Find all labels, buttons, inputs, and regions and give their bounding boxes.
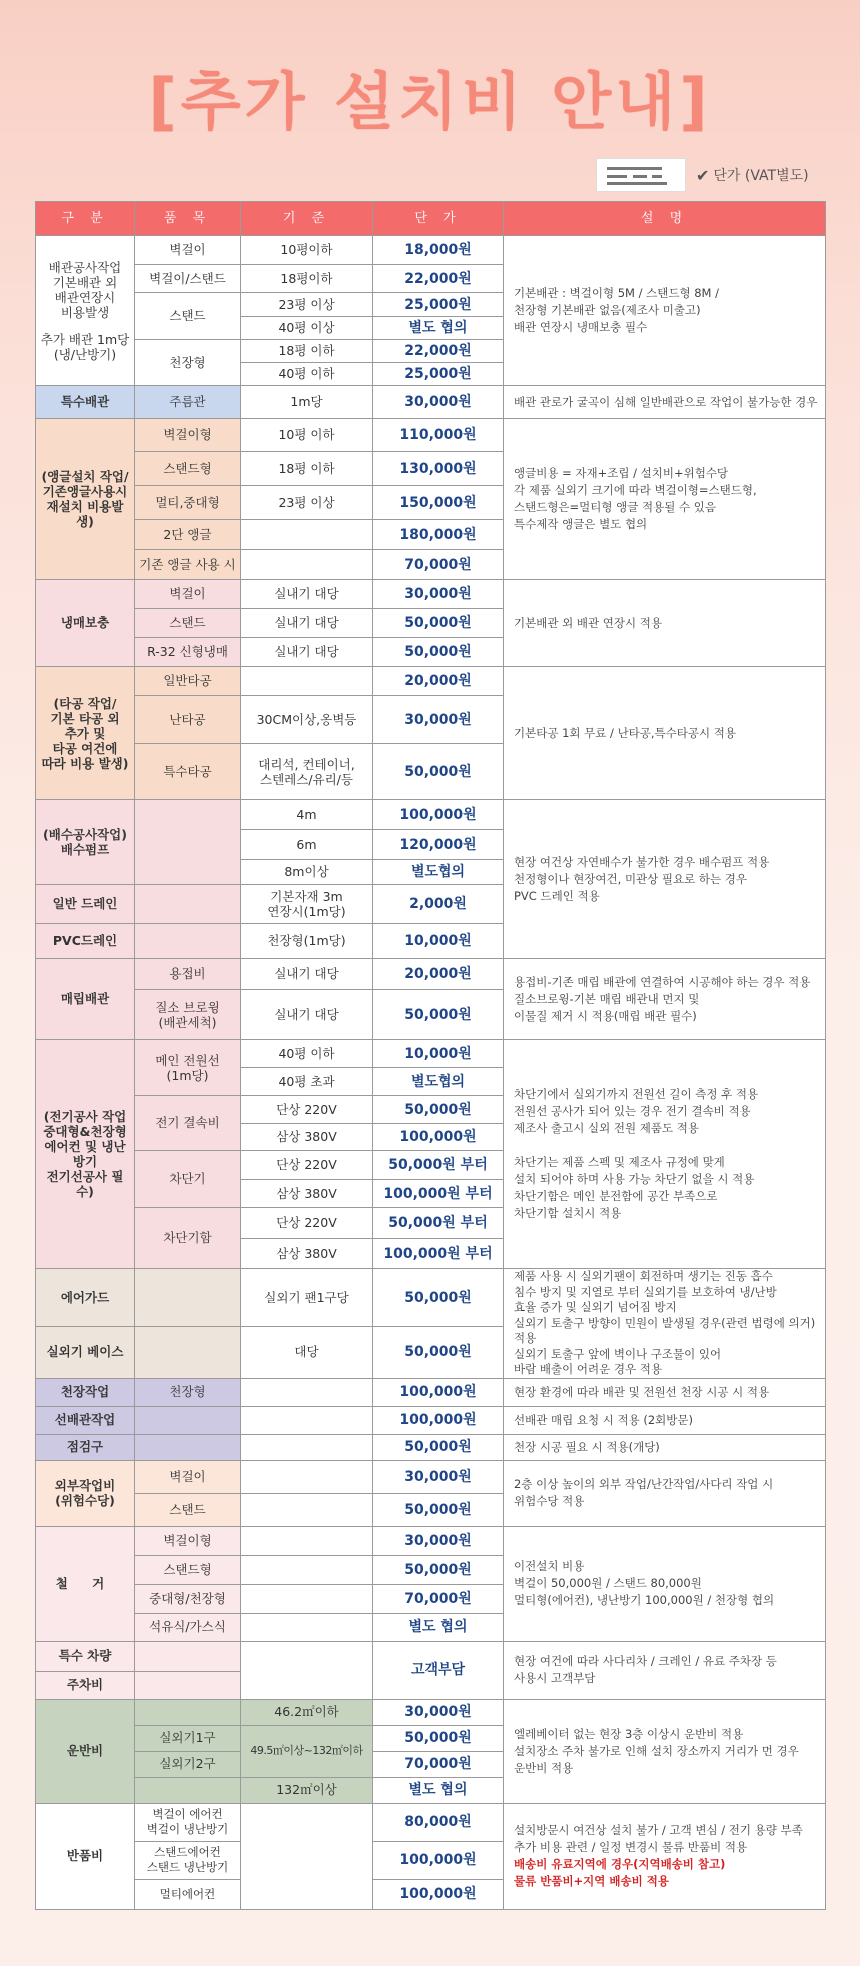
price-cell: 110,000원 — [373, 419, 504, 452]
standard-cell: 30CM이상,옹벽등 — [241, 696, 373, 744]
standard-cell: 40평 초과 — [241, 1068, 373, 1096]
standard-cell: 18평 이하 — [241, 340, 373, 363]
item-cell: 스탠드형 — [135, 452, 241, 486]
item-cell — [135, 924, 241, 959]
description-cell: 천장 시공 필요 시 적용(개당) — [504, 1434, 826, 1460]
category-cell: 일반 드레인 — [36, 885, 135, 924]
standard-cell: 삼상 380V — [241, 1180, 373, 1208]
item-cell — [135, 1641, 241, 1671]
table-row — [36, 1699, 826, 1725]
price-cell: 20,000원 — [373, 959, 504, 990]
table-row — [36, 1641, 826, 1671]
standard-cell: 18평이하 — [241, 265, 373, 293]
category-cell: 외부작업비 (위험수당) — [36, 1460, 135, 1526]
price-cell: 50,000원 — [373, 1493, 504, 1526]
standard-cell: 단상 220V — [241, 1208, 373, 1239]
description-cell: 선배관 매립 요청 시 적용 (2회방문) — [504, 1406, 826, 1434]
price-cell: 100,000원 부터 — [373, 1239, 504, 1269]
item-cell: 주름관 — [135, 386, 241, 419]
standard-cell: 삼상 380V — [241, 1239, 373, 1269]
price-cell: 100,000원 — [373, 1841, 504, 1879]
price-cell: 30,000원 — [373, 1699, 504, 1725]
table-row — [36, 1460, 826, 1493]
table-row — [36, 236, 826, 265]
table-row — [36, 1040, 826, 1068]
standard-cell — [241, 1526, 373, 1555]
standard-cell: 실외기 팬1구당 — [241, 1269, 373, 1327]
table-row — [36, 1526, 826, 1555]
category-cell: (전기공사 작업 중대형&천장형 에어컨 및 냉난방기 전기선공사 필수) — [36, 1040, 135, 1269]
description-cell: 배관 관로가 굴곡이 심해 일반배관으로 작업이 불가능한 경우 — [504, 386, 826, 419]
item-cell — [135, 885, 241, 924]
price-cell: 50,000원 — [373, 1327, 504, 1378]
price-cell: 50,000원 — [373, 1434, 504, 1460]
standard-cell: 8m이상 — [241, 860, 373, 885]
standard-cell — [241, 1584, 373, 1613]
price-cell: 50,000원 부터 — [373, 1208, 504, 1239]
vat-stamp-image — [596, 158, 686, 192]
description-cell: 제품 사용 시 실외기팬이 회전하며 생기는 진동 흡수 침수 방지 및 지열로 부터 실외기를 보호하여 냉/난방 효율 증가 및 실외기 넘어짐 방지 실외기 토출구 방향이 민원이 발생될 경우(관련 법령에 의거) 적용 실외기 토출구 앞에 벽이나 구조물이 있어 바람 배출이 어려운 경우 적용 — [504, 1269, 826, 1379]
category-cell: (앵글설치 작업/ 기존앵글사용시 재설치 비용발생) — [36, 419, 135, 580]
item-cell: 특수타공 — [135, 744, 241, 800]
table-row — [36, 1378, 826, 1406]
standard-cell: 40평 이하 — [241, 363, 373, 386]
item-cell: 벽걸이 — [135, 580, 241, 609]
description-cell: 기본타공 1회 무료 / 난타공,특수타공시 적용 — [504, 667, 826, 800]
standard-cell: 6m — [241, 830, 373, 860]
category-cell: 점검구 — [36, 1434, 135, 1460]
price-table — [35, 201, 826, 1910]
price-cell: 30,000원 — [373, 580, 504, 609]
price-cell: 50,000원 — [373, 744, 504, 800]
item-cell: 천장형 — [135, 1378, 241, 1406]
price-cell: 50,000원 — [373, 990, 504, 1040]
standard-cell: 132㎡이상 — [241, 1777, 373, 1803]
standard-cell: 실내기 대당 — [241, 959, 373, 990]
price-cell: 18,000원 — [373, 236, 504, 265]
price-cell: 50,000원 — [373, 609, 504, 638]
price-cell: 50,000원 — [373, 1555, 504, 1584]
category-cell: 에어가드 — [36, 1269, 135, 1327]
item-cell: 전기 결속비 — [135, 1096, 241, 1151]
item-cell — [135, 1434, 241, 1460]
item-cell — [135, 1269, 241, 1327]
price-cell: 130,000원 — [373, 452, 504, 486]
price-cell: 30,000원 — [373, 1526, 504, 1555]
standard-cell: 천장형(1m당) — [241, 924, 373, 959]
standard-cell: 40평 이하 — [241, 1040, 373, 1068]
description-cell: 용접비-기존 매립 배관에 연결하여 시공해야 하는 경우 적용 질소브로윙-기본 매립 배관내 먼지 및 이물질 제거 시 적용(매립 배관 필수) — [504, 959, 826, 1040]
item-cell: 용접비 — [135, 959, 241, 990]
category-cell: 특수배관 — [36, 386, 135, 419]
standard-cell — [241, 1641, 373, 1699]
category-cell: 특수 차량 — [36, 1641, 135, 1671]
standard-cell — [241, 667, 373, 696]
item-cell — [135, 1406, 241, 1434]
item-cell: 벽걸이 — [135, 236, 241, 265]
price-cell: 100,000원 — [373, 1879, 504, 1909]
price-cell: 별도협의 — [373, 860, 504, 885]
description-cell: 기본배관 : 벽걸이형 5M / 스탠드형 8M / 천장형 기본배관 없음(제조사 미출고) 배관 연장시 냉매보충 필수 — [504, 236, 826, 386]
table-row — [36, 1803, 826, 1841]
description-cell: 현장 여건에 따라 사다리차 / 크레인 / 유료 주차장 등 사용시 고객부담 — [504, 1641, 826, 1699]
header-item: 품 목 — [135, 202, 241, 236]
item-cell: 스탠드 — [135, 1493, 241, 1526]
description-cell: 앵글비용 = 자재+조립 / 설치비+위험수당 각 제품 실외기 크기에 따라 벽걸이형=스탠드형, 스탠드형은=멀티형 앵글 적용될 수 있음 특수제작 앵글은 별도 협의 — [504, 419, 826, 580]
item-cell: 차단기 — [135, 1151, 241, 1208]
standard-cell: 1m당 — [241, 386, 373, 419]
standard-cell — [241, 1613, 373, 1641]
description-cell: 현장 여건상 자연배수가 불가한 경우 배수펌프 적용 천정형이나 현장여건, 미관상 필요로 하는 경우 PVC 드레인 적용 — [504, 800, 826, 959]
price-cell: 별도 협의 — [373, 317, 504, 340]
standard-cell: 대당 — [241, 1327, 373, 1378]
standard-cell: 대리석, 컨테이너, 스텐레스/유리/등 — [241, 744, 373, 800]
description-cell: 엘레베이터 없는 현장 3층 이상시 운반비 적용 설치장소 주차 불가로 인해 설치 장소까지 거리가 먼 경우 운반비 적용 — [504, 1699, 826, 1803]
item-cell: 벽걸이형 — [135, 419, 241, 452]
standard-cell — [241, 1406, 373, 1434]
item-cell: 일반타공 — [135, 667, 241, 696]
standard-cell: 실내기 대당 — [241, 580, 373, 609]
standard-cell — [241, 1460, 373, 1493]
item-cell: 멀티,중대형 — [135, 486, 241, 520]
item-cell: 멀티에어컨 — [135, 1879, 241, 1909]
item-cell: 스탠드에어컨 스탠드 냉난방기 — [135, 1841, 241, 1879]
table-row — [36, 580, 826, 609]
price-cell: 25,000원 — [373, 293, 504, 317]
table-row — [36, 1269, 826, 1327]
category-cell: 주차비 — [36, 1671, 135, 1699]
item-cell: 스탠드 — [135, 293, 241, 340]
item-cell: 실외기1구 — [135, 1725, 241, 1751]
category-cell: 매립배관 — [36, 959, 135, 1040]
table-row — [36, 667, 826, 696]
category-cell: 운반비 — [36, 1699, 135, 1803]
table-row — [36, 1434, 826, 1460]
price-cell: 100,000원 — [373, 1378, 504, 1406]
item-cell — [135, 1327, 241, 1378]
standard-cell: 10평이하 — [241, 236, 373, 265]
standard-cell: 실내기 대당 — [241, 638, 373, 667]
category-cell: 냉매보충 — [36, 580, 135, 667]
item-cell: 난타공 — [135, 696, 241, 744]
item-cell: 벽걸이 에어컨 벽걸이 냉난방기 — [135, 1803, 241, 1841]
item-cell: 2단 앵글 — [135, 520, 241, 550]
price-cell: 별도 협의 — [373, 1613, 504, 1641]
item-cell — [135, 1777, 241, 1803]
standard-cell — [241, 1434, 373, 1460]
standard-cell: 기본자재 3m 연장시(1m당) — [241, 885, 373, 924]
price-cell: 10,000원 — [373, 924, 504, 959]
standard-cell: 단상 220V — [241, 1096, 373, 1124]
price-cell: 80,000원 — [373, 1803, 504, 1841]
category-cell: PVC드레인 — [36, 924, 135, 959]
item-cell — [135, 1671, 241, 1699]
price-cell: 22,000원 — [373, 340, 504, 363]
standard-cell — [241, 520, 373, 550]
description-cell: 기본배관 외 배관 연장시 적용 — [504, 580, 826, 667]
description-cell: 이전설치 비용 벽걸이 50,000원 / 스탠드 80,000원 멀티형(에어컨), 냉난방기 100,000원 / 천장형 협의 — [504, 1526, 826, 1641]
table-row — [36, 1406, 826, 1434]
price-cell: 70,000원 — [373, 1584, 504, 1613]
price-cell: 150,000원 — [373, 486, 504, 520]
standard-cell: 삼상 380V — [241, 1124, 373, 1151]
table-row — [36, 386, 826, 419]
price-cell: 50,000원 — [373, 1269, 504, 1327]
table-header-row — [36, 202, 826, 236]
price-cell: 별도협의 — [373, 1068, 504, 1096]
price-cell: 30,000원 — [373, 696, 504, 744]
vat-note — [596, 158, 809, 192]
description-cell: 설치방문시 여건상 설치 불가 / 고객 변심 / 전기 용량 부족 추가 비용 관련 / 일정 변경시 물류 반품비 적용 배송비 유료지역에 경우(지역배송비 참고) 물류 반품비+지역 배송비 적용 — [504, 1803, 826, 1909]
header-standard: 기 준 — [241, 202, 373, 236]
table-row — [36, 800, 826, 830]
standard-cell: 46.2㎡이하 — [241, 1699, 373, 1725]
item-cell: 기존 앵글 사용 시 — [135, 550, 241, 580]
category-cell: 실외기 베이스 — [36, 1327, 135, 1378]
page-title: [추가 설치비 안내] — [148, 65, 712, 138]
price-cell: 2,000원 — [373, 885, 504, 924]
price-cell: 50,000원 — [373, 638, 504, 667]
standard-cell — [241, 1555, 373, 1584]
item-cell: 벽걸이/스탠드 — [135, 265, 241, 293]
standard-cell — [241, 1803, 373, 1909]
category-cell: 배관공사작업 기본배관 외 배관연장시 비용발생 추가 배관 1m당 (냉/난방기) — [36, 236, 135, 386]
price-cell: 100,000원 — [373, 1406, 504, 1434]
price-cell: 10,000원 — [373, 1040, 504, 1068]
item-cell: 벽걸이형 — [135, 1526, 241, 1555]
item-cell — [135, 800, 241, 885]
table-row — [36, 419, 826, 452]
standard-cell: 40평 이상 — [241, 317, 373, 340]
price-cell: 25,000원 — [373, 363, 504, 386]
standard-cell: 단상 220V — [241, 1151, 373, 1180]
description-cell: 현장 환경에 따라 배관 및 전원선 천장 시공 시 적용 — [504, 1378, 826, 1406]
standard-cell — [241, 550, 373, 580]
description-cell: 2층 이상 높이의 외부 작업/난간작업/사다리 작업 시 위험수당 적용 — [504, 1460, 826, 1526]
price-cell: 180,000원 — [373, 520, 504, 550]
price-cell: 20,000원 — [373, 667, 504, 696]
item-cell: 차단기함 — [135, 1208, 241, 1269]
category-cell: 선배관작업 — [36, 1406, 135, 1434]
standard-cell: 10평 이하 — [241, 419, 373, 452]
vat-text: 단가 (VAT별도) — [713, 168, 809, 184]
item-cell — [135, 1699, 241, 1725]
price-cell: 50,000원 — [373, 1725, 504, 1751]
item-cell: R-32 신형냉매 — [135, 638, 241, 667]
price-cell: 30,000원 — [373, 1460, 504, 1493]
standard-cell: 실내기 대당 — [241, 609, 373, 638]
item-cell: 질소 브로윙 (배관세척) — [135, 990, 241, 1040]
standard-cell — [241, 1378, 373, 1406]
price-cell: 고객부담 — [373, 1641, 504, 1699]
price-cell: 50,000원 — [373, 1096, 504, 1124]
price-cell: 30,000원 — [373, 386, 504, 419]
price-cell: 100,000원 — [373, 1124, 504, 1151]
price-cell: 70,000원 — [373, 1751, 504, 1777]
item-cell: 천장형 — [135, 340, 241, 386]
item-cell: 석유식/가스식 — [135, 1613, 241, 1641]
price-cell: 50,000원 부터 — [373, 1151, 504, 1180]
standard-cell: 23평 이상 — [241, 486, 373, 520]
price-cell: 100,000원 — [373, 800, 504, 830]
category-cell: (타공 작업/ 기본 타공 외 추가 및 타공 여건에 따라 비용 발생) — [36, 667, 135, 800]
standard-cell: 23평 이상 — [241, 293, 373, 317]
item-cell: 벽걸이 — [135, 1460, 241, 1493]
price-cell: 100,000원 부터 — [373, 1180, 504, 1208]
price-cell: 별도 협의 — [373, 1777, 504, 1803]
standard-cell — [241, 1493, 373, 1526]
header-description: 설 명 — [504, 202, 826, 236]
standard-cell: 18평 이하 — [241, 452, 373, 486]
standard-cell: 실내기 대당 — [241, 990, 373, 1040]
header-category: 구 분 — [36, 202, 135, 236]
price-cell: 70,000원 — [373, 550, 504, 580]
item-cell: 중대형/천장형 — [135, 1584, 241, 1613]
price-cell: 120,000원 — [373, 830, 504, 860]
header-price: 단 가 — [373, 202, 504, 236]
description-cell: 차단기에서 실외기까지 전원선 길이 측정 후 적용 전원선 공사가 되어 있는 경우 전기 결속비 적용 제조사 출고시 실외 전원 제품도 적용 차단기는 제품 스펙 및 제조사 규정에 맞게 설치 되어야 하며 사용 가능 차단기 없을 시 적용 차단기함은 메인 분전함에 공간 부족으로 차단기함 설치시 적용 — [504, 1040, 826, 1269]
item-cell: 스탠드 — [135, 609, 241, 638]
standard-cell: 4m — [241, 800, 373, 830]
item-cell: 실외기2구 — [135, 1751, 241, 1777]
item-cell: 메인 전원선 (1m당) — [135, 1040, 241, 1096]
standard-cell: 49.5㎡이상~132㎡이하 — [241, 1725, 373, 1777]
category-cell: 철 거 — [36, 1526, 135, 1641]
table-row — [36, 959, 826, 990]
category-cell: 반품비 — [36, 1803, 135, 1909]
check-icon: ✔ — [696, 165, 710, 185]
category-cell: (배수공사작업) 배수펌프 — [36, 800, 135, 885]
category-cell: 천장작업 — [36, 1378, 135, 1406]
price-cell: 22,000원 — [373, 265, 504, 293]
item-cell: 스탠드형 — [135, 1555, 241, 1584]
